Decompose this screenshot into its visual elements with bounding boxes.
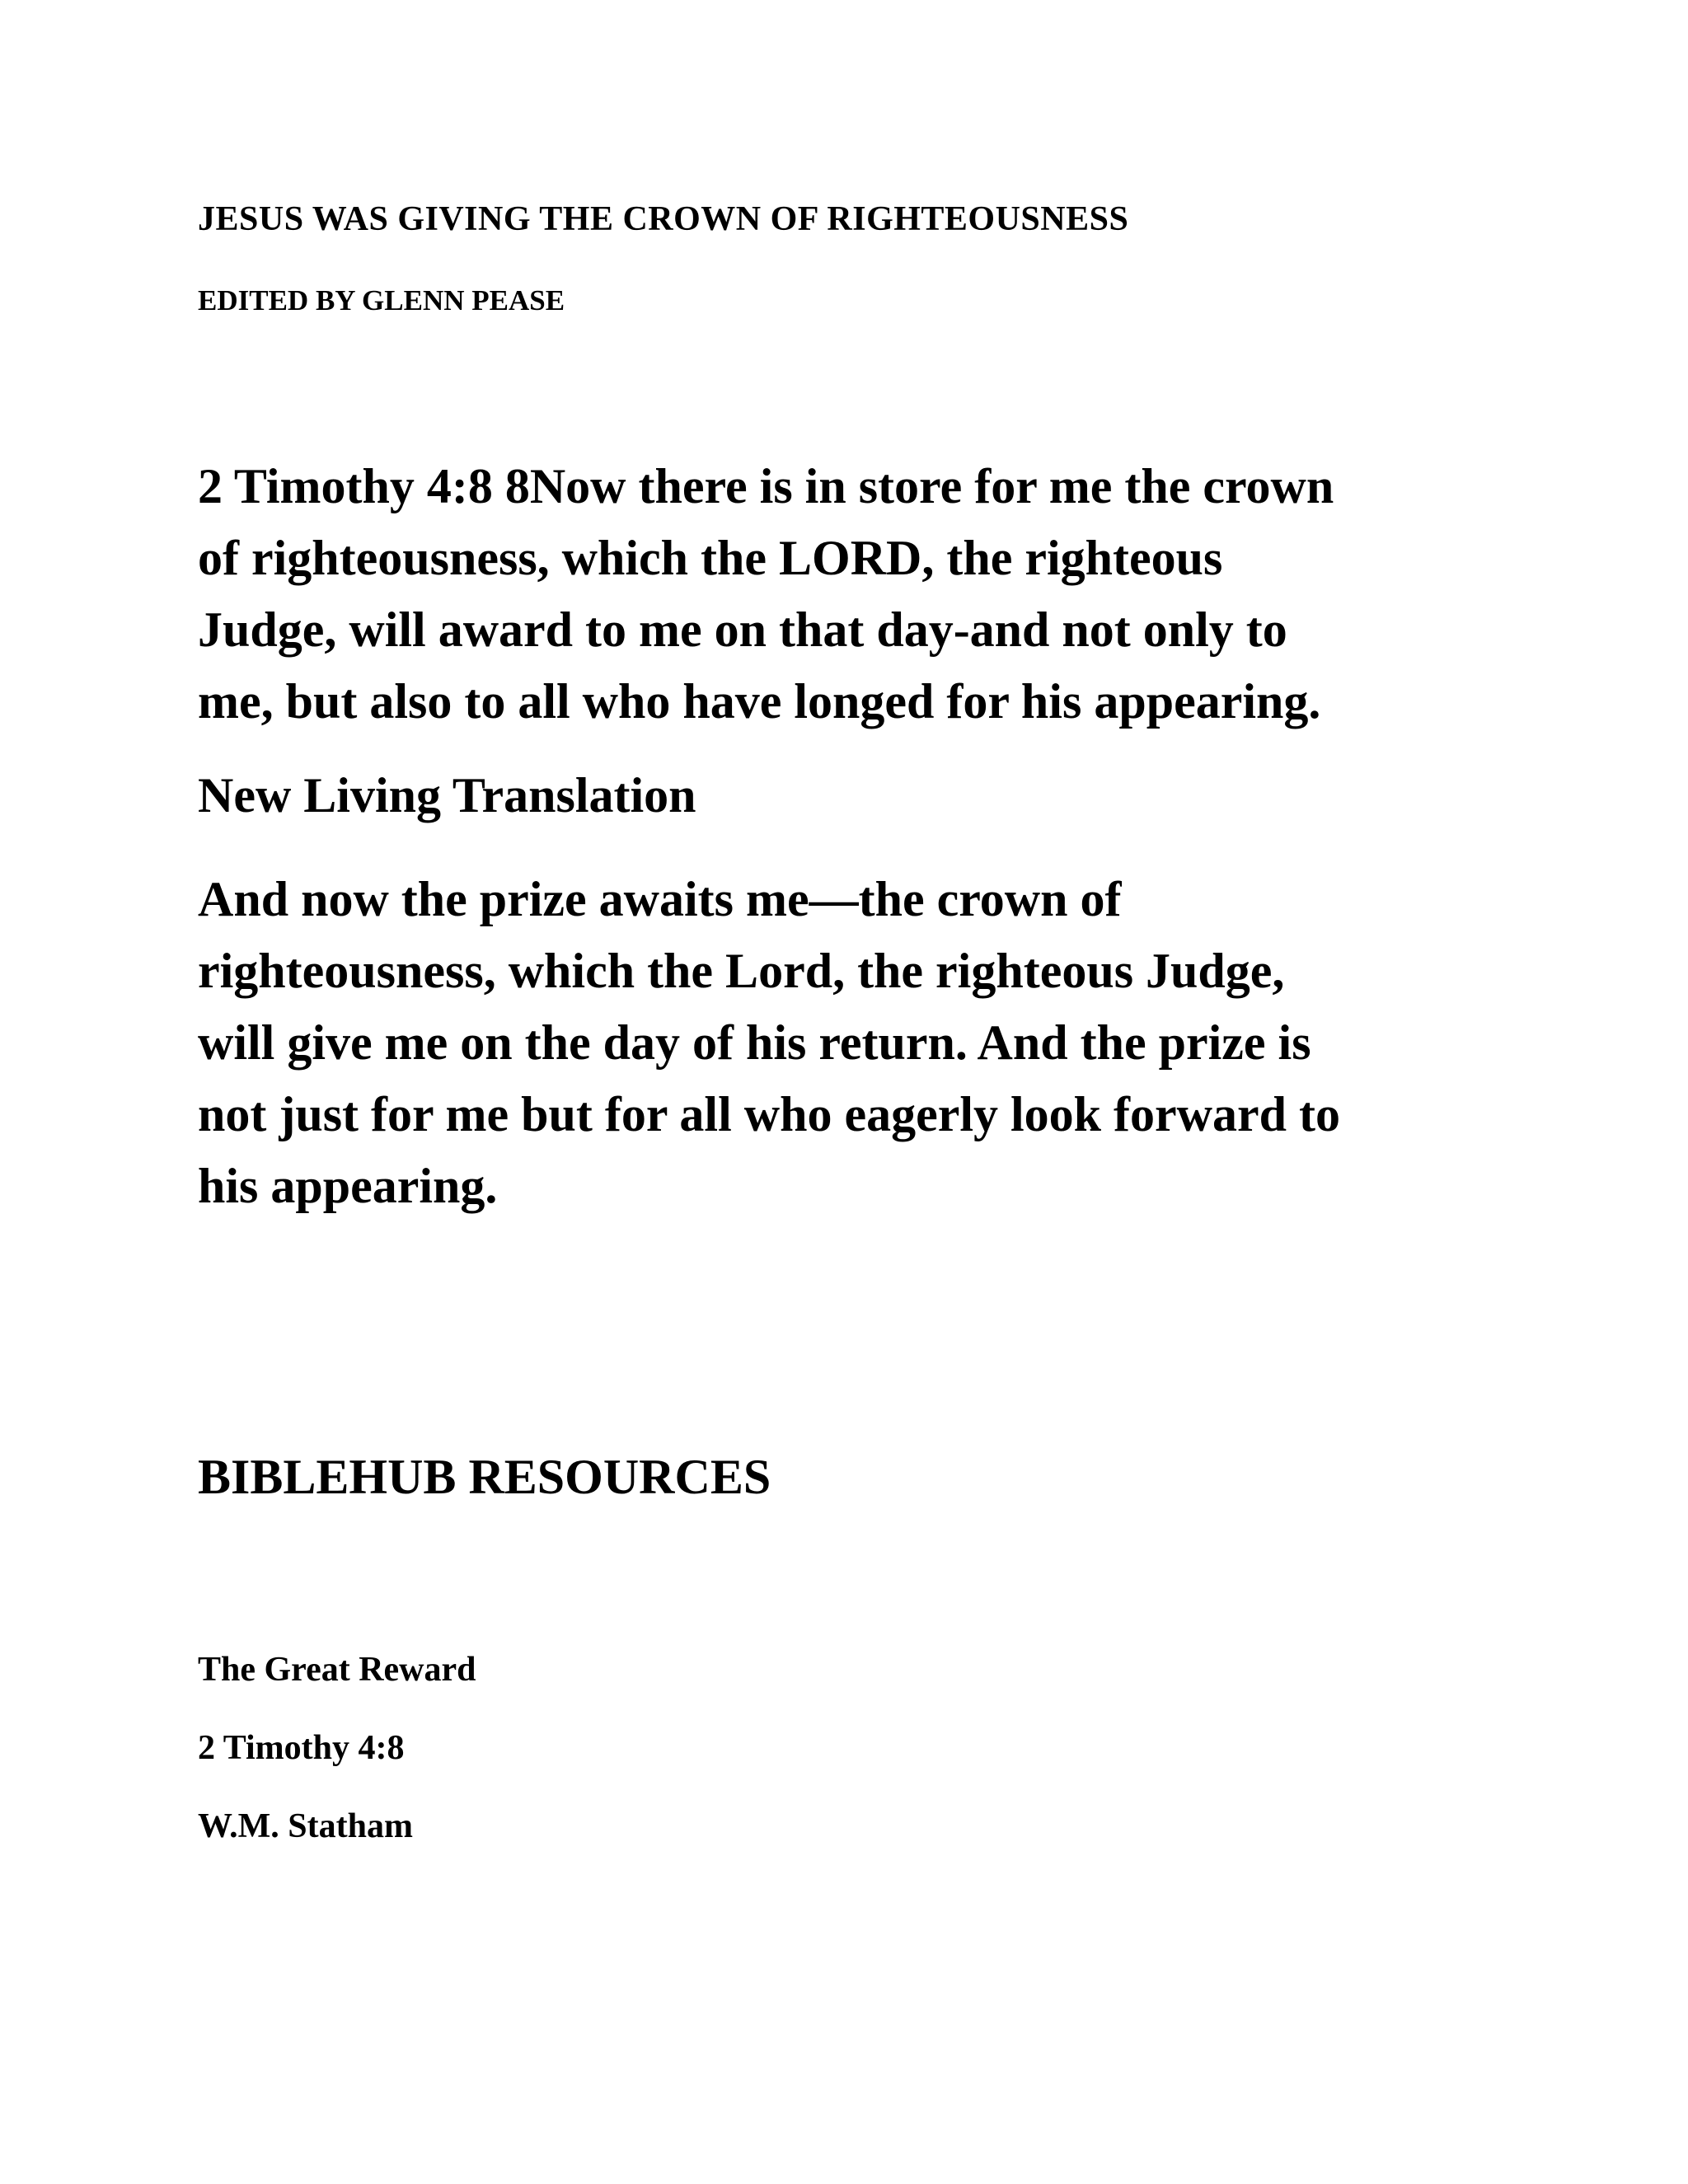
verse-line: me, but also to all who have longed for his appearing. xyxy=(198,674,1321,729)
nlt-line: his appearing. xyxy=(198,1159,498,1213)
editor-credit: EDITED BY GLENN PEASE xyxy=(198,284,565,316)
resource-author: W.M. Statham xyxy=(198,1807,413,1845)
nlt-line: will give me on the day of his return. And the prize is xyxy=(198,1015,1311,1070)
resource-reference: 2 Timothy 4:8 xyxy=(198,1729,405,1767)
nlt-line: righteousness, which the Lord, the righteous Judge, xyxy=(198,944,1285,998)
verse-line: 2 Timothy 4:8 8Now there is in store for me the crown xyxy=(198,459,1334,513)
nlt-line: not just for me but for all who eagerly look forward to xyxy=(198,1087,1340,1141)
document-title: JESUS WAS GIVING THE CROWN OF RIGHTEOUSNESS xyxy=(198,200,1129,238)
verse-passage xyxy=(198,451,1334,738)
nlt-line: And now the prize awaits me—the crown of xyxy=(198,872,1122,926)
translation-name: New Living Translation xyxy=(198,768,696,823)
section-heading: BIBLEHUB RESOURCES xyxy=(198,1450,771,1504)
verse-line: Judge, will award to me on that day-and not only to xyxy=(198,602,1287,657)
nlt-passage xyxy=(198,864,1340,1222)
verse-line: of righteousness, which the LORD, the righteous xyxy=(198,531,1223,585)
resource-title: The Great Reward xyxy=(198,1651,476,1689)
